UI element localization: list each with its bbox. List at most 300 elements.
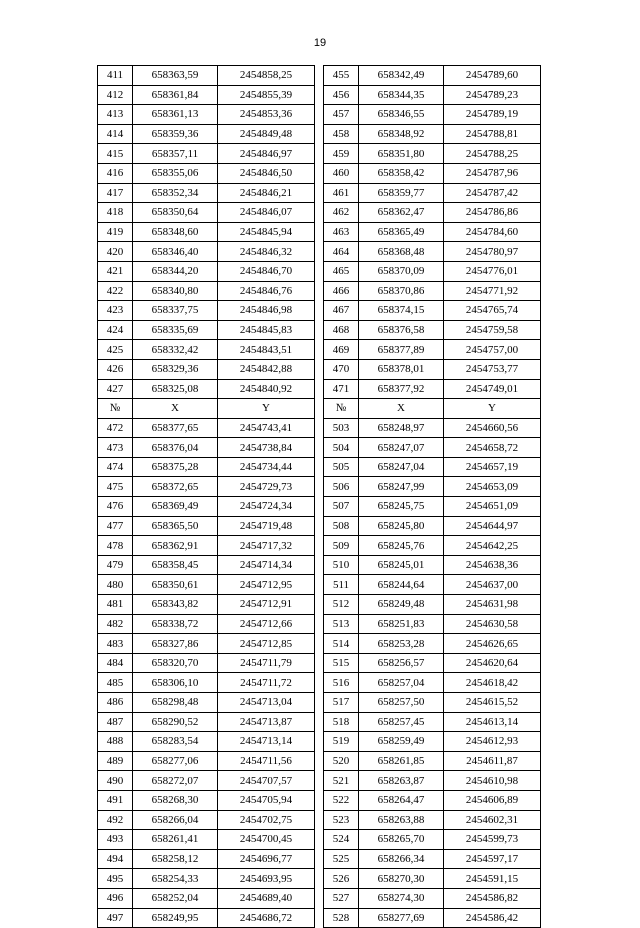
table-row <box>98 790 541 810</box>
point-number-cell: 525 <box>324 849 359 869</box>
column-gap <box>315 771 324 791</box>
table-row <box>98 673 541 693</box>
table-row <box>98 771 541 791</box>
x-coordinate-cell: 658351,80 <box>359 144 444 164</box>
table-row <box>98 536 541 556</box>
point-number-cell: 423 <box>98 301 133 321</box>
point-number-cell: 520 <box>324 751 359 771</box>
y-coordinate-cell: 2454846,32 <box>218 242 315 262</box>
y-coordinate-cell: 2454840,92 <box>218 379 315 399</box>
point-number-cell: 465 <box>324 261 359 281</box>
column-gap <box>315 751 324 771</box>
y-coordinate-cell: 2454846,50 <box>218 163 315 183</box>
y-coordinate-cell: 2454846,98 <box>218 301 315 321</box>
point-number-cell: 521 <box>324 771 359 791</box>
point-number-cell: 470 <box>324 359 359 379</box>
x-coordinate-cell: 658258,12 <box>133 849 218 869</box>
x-coordinate-cell: 658361,84 <box>133 85 218 105</box>
table-header-row <box>98 399 541 419</box>
y-coordinate-cell: 2454610,98 <box>444 771 541 791</box>
column-gap <box>315 869 324 889</box>
table-row <box>98 497 541 517</box>
y-coordinate-cell: 2454712,66 <box>218 614 315 634</box>
table-row <box>98 849 541 869</box>
point-number-cell: 493 <box>98 830 133 850</box>
y-coordinate-cell: 2454846,70 <box>218 261 315 281</box>
x-coordinate-cell: 658348,92 <box>359 124 444 144</box>
y-coordinate-cell: 2454765,74 <box>444 301 541 321</box>
column-gap <box>315 261 324 281</box>
y-coordinate-cell: 2454729,73 <box>218 477 315 497</box>
point-number-cell: 466 <box>324 281 359 301</box>
column-gap <box>315 66 324 86</box>
column-gap <box>315 595 324 615</box>
x-coordinate-cell: 658338,72 <box>133 614 218 634</box>
point-number-cell: 420 <box>98 242 133 262</box>
y-coordinate-cell: 2454693,95 <box>218 869 315 889</box>
table-row <box>98 124 541 144</box>
x-coordinate-cell: 658325,08 <box>133 379 218 399</box>
point-number-cell: 497 <box>98 908 133 928</box>
x-coordinate-cell: 658376,58 <box>359 320 444 340</box>
point-number-cell: 484 <box>98 653 133 673</box>
point-number-cell: 415 <box>98 144 133 164</box>
table-row <box>98 222 541 242</box>
y-coordinate-cell: 2454597,17 <box>444 849 541 869</box>
x-coordinate-cell: 658378,01 <box>359 359 444 379</box>
point-number-cell: 514 <box>324 634 359 654</box>
x-coordinate-cell: 658377,89 <box>359 340 444 360</box>
table-row <box>98 281 541 301</box>
point-number-cell: 422 <box>98 281 133 301</box>
point-number-cell: 425 <box>98 340 133 360</box>
y-coordinate-cell: 2454713,14 <box>218 732 315 752</box>
x-coordinate-cell: 658340,80 <box>133 281 218 301</box>
table-row <box>98 359 541 379</box>
point-number-cell: 480 <box>98 575 133 595</box>
point-number-cell: 483 <box>98 634 133 654</box>
y-coordinate-cell: 2454653,09 <box>444 477 541 497</box>
y-coordinate-cell: 2454776,01 <box>444 261 541 281</box>
x-coordinate-cell: 658365,49 <box>359 222 444 242</box>
y-coordinate-cell: 2454591,15 <box>444 869 541 889</box>
point-number-cell: 519 <box>324 732 359 752</box>
coordinates-table <box>97 65 541 928</box>
x-coordinate-cell: 658352,34 <box>133 183 218 203</box>
x-coordinate-cell: 658245,76 <box>359 536 444 556</box>
column-gap <box>315 614 324 634</box>
x-coordinate-cell: 658365,50 <box>133 516 218 536</box>
column-gap <box>315 673 324 693</box>
column-gap <box>315 555 324 575</box>
y-coordinate-cell: 2454712,91 <box>218 595 315 615</box>
number-header: № <box>98 399 133 419</box>
y-header: Y <box>444 399 541 419</box>
table-row <box>98 457 541 477</box>
point-number-cell: 469 <box>324 340 359 360</box>
x-coordinate-cell: 658261,41 <box>133 830 218 850</box>
point-number-cell: 495 <box>98 869 133 889</box>
point-number-cell: 482 <box>98 614 133 634</box>
x-header: X <box>133 399 218 419</box>
x-coordinate-cell: 658369,49 <box>133 497 218 517</box>
y-coordinate-cell: 2454637,00 <box>444 575 541 595</box>
column-gap <box>315 163 324 183</box>
point-number-cell: 457 <box>324 105 359 125</box>
y-coordinate-cell: 2454713,87 <box>218 712 315 732</box>
x-coordinate-cell: 658274,30 <box>359 888 444 908</box>
point-number-cell: 513 <box>324 614 359 634</box>
column-gap <box>315 536 324 556</box>
y-coordinate-cell: 2454712,85 <box>218 634 315 654</box>
x-coordinate-cell: 658247,04 <box>359 457 444 477</box>
x-coordinate-cell: 658350,64 <box>133 203 218 223</box>
point-number-cell: 504 <box>324 438 359 458</box>
x-coordinate-cell: 658245,01 <box>359 555 444 575</box>
x-coordinate-cell: 658346,40 <box>133 242 218 262</box>
x-coordinate-cell: 658306,10 <box>133 673 218 693</box>
x-coordinate-cell: 658265,70 <box>359 830 444 850</box>
table-row <box>98 203 541 223</box>
y-coordinate-cell: 2454651,09 <box>444 497 541 517</box>
point-number-cell: 510 <box>324 555 359 575</box>
column-gap <box>315 222 324 242</box>
point-number-cell: 426 <box>98 359 133 379</box>
point-number-cell: 491 <box>98 790 133 810</box>
table-row <box>98 261 541 281</box>
y-coordinate-cell: 2454724,34 <box>218 497 315 517</box>
x-coordinate-cell: 658252,04 <box>133 888 218 908</box>
table-row <box>98 555 541 575</box>
point-number-cell: 468 <box>324 320 359 340</box>
x-coordinate-cell: 658359,77 <box>359 183 444 203</box>
y-coordinate-cell: 2454618,42 <box>444 673 541 693</box>
column-gap <box>315 320 324 340</box>
y-coordinate-cell: 2454713,04 <box>218 693 315 713</box>
point-number-cell: 476 <box>98 497 133 517</box>
y-coordinate-cell: 2454686,72 <box>218 908 315 928</box>
x-coordinate-cell: 658355,06 <box>133 163 218 183</box>
x-coordinate-cell: 658249,48 <box>359 595 444 615</box>
point-number-cell: 487 <box>98 712 133 732</box>
point-number-cell: 417 <box>98 183 133 203</box>
x-coordinate-cell: 658264,47 <box>359 790 444 810</box>
y-coordinate-cell: 2454712,95 <box>218 575 315 595</box>
table-row <box>98 183 541 203</box>
x-coordinate-cell: 658358,42 <box>359 163 444 183</box>
point-number-cell: 477 <box>98 516 133 536</box>
table-row <box>98 712 541 732</box>
column-gap <box>315 497 324 517</box>
table-row <box>98 438 541 458</box>
point-number-cell: 462 <box>324 203 359 223</box>
y-coordinate-cell: 2454707,57 <box>218 771 315 791</box>
x-coordinate-cell: 658362,47 <box>359 203 444 223</box>
point-number-cell: 459 <box>324 144 359 164</box>
x-coordinate-cell: 658272,07 <box>133 771 218 791</box>
x-coordinate-cell: 658375,28 <box>133 457 218 477</box>
x-coordinate-cell: 658263,87 <box>359 771 444 791</box>
column-gap <box>315 203 324 223</box>
x-coordinate-cell: 658374,15 <box>359 301 444 321</box>
y-coordinate-cell: 2454788,25 <box>444 144 541 164</box>
x-coordinate-cell: 658344,20 <box>133 261 218 281</box>
x-coordinate-cell: 658377,65 <box>133 418 218 438</box>
table-row <box>98 908 541 928</box>
page-number: 19 <box>313 37 327 49</box>
point-number-cell: 414 <box>98 124 133 144</box>
x-coordinate-cell: 658329,36 <box>133 359 218 379</box>
point-number-cell: 419 <box>98 222 133 242</box>
point-number-cell: 515 <box>324 653 359 673</box>
point-number-cell: 507 <box>324 497 359 517</box>
point-number-cell: 508 <box>324 516 359 536</box>
y-coordinate-cell: 2454714,34 <box>218 555 315 575</box>
y-coordinate-cell: 2454613,14 <box>444 712 541 732</box>
x-coordinate-cell: 658251,83 <box>359 614 444 634</box>
y-coordinate-cell: 2454657,19 <box>444 457 541 477</box>
y-coordinate-cell: 2454711,79 <box>218 653 315 673</box>
y-coordinate-cell: 2454702,75 <box>218 810 315 830</box>
column-gap <box>315 124 324 144</box>
column-gap <box>315 810 324 830</box>
x-coordinate-cell: 658266,04 <box>133 810 218 830</box>
x-coordinate-cell: 658266,34 <box>359 849 444 869</box>
x-coordinate-cell: 658332,42 <box>133 340 218 360</box>
point-number-cell: 463 <box>324 222 359 242</box>
table-row <box>98 242 541 262</box>
y-coordinate-cell: 2454853,36 <box>218 105 315 125</box>
table-row <box>98 732 541 752</box>
table-row <box>98 810 541 830</box>
y-coordinate-cell: 2454606,89 <box>444 790 541 810</box>
point-number-cell: 424 <box>98 320 133 340</box>
point-number-cell: 503 <box>324 418 359 438</box>
x-coordinate-cell: 658363,59 <box>133 66 218 86</box>
table-row <box>98 653 541 673</box>
table-row <box>98 830 541 850</box>
y-coordinate-cell: 2454789,60 <box>444 66 541 86</box>
table-row <box>98 144 541 164</box>
x-coordinate-cell: 658377,92 <box>359 379 444 399</box>
column-gap <box>315 242 324 262</box>
y-coordinate-cell: 2454599,73 <box>444 830 541 850</box>
x-coordinate-cell: 658320,70 <box>133 653 218 673</box>
x-coordinate-cell: 658244,64 <box>359 575 444 595</box>
y-coordinate-cell: 2454743,41 <box>218 418 315 438</box>
point-number-cell: 518 <box>324 712 359 732</box>
point-number-cell: 505 <box>324 457 359 477</box>
y-coordinate-cell: 2454734,44 <box>218 457 315 477</box>
point-number-cell: 473 <box>98 438 133 458</box>
y-coordinate-cell: 2454644,97 <box>444 516 541 536</box>
x-coordinate-cell: 658370,86 <box>359 281 444 301</box>
y-coordinate-cell: 2454784,60 <box>444 222 541 242</box>
column-gap <box>315 732 324 752</box>
table-row <box>98 66 541 86</box>
y-coordinate-cell: 2454630,58 <box>444 614 541 634</box>
x-coordinate-cell: 658257,45 <box>359 712 444 732</box>
x-coordinate-cell: 658283,54 <box>133 732 218 752</box>
point-number-cell: 464 <box>324 242 359 262</box>
point-number-cell: 472 <box>98 418 133 438</box>
y-coordinate-cell: 2454586,82 <box>444 888 541 908</box>
y-coordinate-cell: 2454711,72 <box>218 673 315 693</box>
point-number-cell: 475 <box>98 477 133 497</box>
point-number-cell: 494 <box>98 849 133 869</box>
x-coordinate-cell: 658257,04 <box>359 673 444 693</box>
y-coordinate-cell: 2454612,93 <box>444 732 541 752</box>
y-coordinate-cell: 2454845,83 <box>218 320 315 340</box>
x-coordinate-cell: 658372,65 <box>133 477 218 497</box>
y-coordinate-cell: 2454738,84 <box>218 438 315 458</box>
column-gap <box>315 693 324 713</box>
y-coordinate-cell: 2454789,23 <box>444 85 541 105</box>
y-coordinate-cell: 2454846,21 <box>218 183 315 203</box>
x-coordinate-cell: 658343,82 <box>133 595 218 615</box>
column-gap <box>315 359 324 379</box>
y-coordinate-cell: 2454780,97 <box>444 242 541 262</box>
column-gap <box>315 301 324 321</box>
column-gap <box>315 85 324 105</box>
x-coordinate-cell: 658361,13 <box>133 105 218 125</box>
x-coordinate-cell: 658290,52 <box>133 712 218 732</box>
x-coordinate-cell: 658376,04 <box>133 438 218 458</box>
point-number-cell: 512 <box>324 595 359 615</box>
y-coordinate-cell: 2454638,36 <box>444 555 541 575</box>
y-coordinate-cell: 2454789,19 <box>444 105 541 125</box>
y-coordinate-cell: 2454717,32 <box>218 536 315 556</box>
y-coordinate-cell: 2454842,88 <box>218 359 315 379</box>
column-gap <box>315 634 324 654</box>
y-coordinate-cell: 2454771,92 <box>444 281 541 301</box>
point-number-cell: 458 <box>324 124 359 144</box>
y-coordinate-cell: 2454753,77 <box>444 359 541 379</box>
point-number-cell: 528 <box>324 908 359 928</box>
table-row <box>98 751 541 771</box>
x-coordinate-cell: 658368,48 <box>359 242 444 262</box>
x-coordinate-cell: 658247,99 <box>359 477 444 497</box>
x-coordinate-cell: 658256,57 <box>359 653 444 673</box>
x-coordinate-cell: 658359,36 <box>133 124 218 144</box>
x-coordinate-cell: 658344,35 <box>359 85 444 105</box>
x-coordinate-cell: 658248,97 <box>359 418 444 438</box>
x-coordinate-cell: 658245,80 <box>359 516 444 536</box>
point-number-cell: 427 <box>98 379 133 399</box>
column-gap <box>315 653 324 673</box>
point-number-cell: 522 <box>324 790 359 810</box>
y-coordinate-cell: 2454615,52 <box>444 693 541 713</box>
point-number-cell: 471 <box>324 379 359 399</box>
table-row <box>98 340 541 360</box>
x-coordinate-cell: 658277,06 <box>133 751 218 771</box>
table-row <box>98 595 541 615</box>
y-coordinate-cell: 2454759,58 <box>444 320 541 340</box>
table-row <box>98 888 541 908</box>
table-row <box>98 379 541 399</box>
y-coordinate-cell: 2454787,96 <box>444 163 541 183</box>
table-row <box>98 163 541 183</box>
point-number-cell: 456 <box>324 85 359 105</box>
y-coordinate-cell: 2454658,72 <box>444 438 541 458</box>
column-gap <box>315 379 324 399</box>
point-number-cell: 478 <box>98 536 133 556</box>
y-coordinate-cell: 2454787,42 <box>444 183 541 203</box>
y-coordinate-cell: 2454846,97 <box>218 144 315 164</box>
y-coordinate-cell: 2454858,25 <box>218 66 315 86</box>
point-number-cell: 411 <box>98 66 133 86</box>
column-gap <box>315 183 324 203</box>
x-coordinate-cell: 658327,86 <box>133 634 218 654</box>
x-coordinate-cell: 658254,33 <box>133 869 218 889</box>
column-gap <box>315 712 324 732</box>
column-gap <box>315 144 324 164</box>
y-coordinate-cell: 2454757,00 <box>444 340 541 360</box>
table-row <box>98 85 541 105</box>
x-coordinate-cell: 658370,09 <box>359 261 444 281</box>
x-coordinate-cell: 658277,69 <box>359 908 444 928</box>
column-gap <box>315 888 324 908</box>
column-gap <box>315 830 324 850</box>
point-number-cell: 485 <box>98 673 133 693</box>
point-number-cell: 488 <box>98 732 133 752</box>
y-coordinate-cell: 2454602,31 <box>444 810 541 830</box>
y-coordinate-cell: 2454719,48 <box>218 516 315 536</box>
point-number-cell: 474 <box>98 457 133 477</box>
column-gap <box>315 418 324 438</box>
y-coordinate-cell: 2454642,25 <box>444 536 541 556</box>
x-coordinate-cell: 658249,95 <box>133 908 218 928</box>
x-coordinate-cell: 658263,88 <box>359 810 444 830</box>
point-number-cell: 467 <box>324 301 359 321</box>
point-number-cell: 413 <box>98 105 133 125</box>
y-coordinate-cell: 2454843,51 <box>218 340 315 360</box>
column-gap <box>315 849 324 869</box>
table-row <box>98 614 541 634</box>
point-number-cell: 416 <box>98 163 133 183</box>
y-coordinate-cell: 2454849,48 <box>218 124 315 144</box>
column-gap <box>315 457 324 477</box>
table-row <box>98 575 541 595</box>
point-number-cell: 511 <box>324 575 359 595</box>
table-row <box>98 105 541 125</box>
y-coordinate-cell: 2454788,81 <box>444 124 541 144</box>
table-row <box>98 869 541 889</box>
y-coordinate-cell: 2454786,86 <box>444 203 541 223</box>
y-coordinate-cell: 2454611,87 <box>444 751 541 771</box>
x-coordinate-cell: 658261,85 <box>359 751 444 771</box>
table-row <box>98 516 541 536</box>
table-row <box>98 301 541 321</box>
x-coordinate-cell: 658342,49 <box>359 66 444 86</box>
point-number-cell: 516 <box>324 673 359 693</box>
x-coordinate-cell: 658335,69 <box>133 320 218 340</box>
point-number-cell: 523 <box>324 810 359 830</box>
column-gap <box>315 340 324 360</box>
point-number-cell: 460 <box>324 163 359 183</box>
x-coordinate-cell: 658337,75 <box>133 301 218 321</box>
column-gap <box>315 790 324 810</box>
x-coordinate-cell: 658358,45 <box>133 555 218 575</box>
column-gap <box>315 908 324 928</box>
y-coordinate-cell: 2454749,01 <box>444 379 541 399</box>
point-number-cell: 486 <box>98 693 133 713</box>
y-header: Y <box>218 399 315 419</box>
point-number-cell: 509 <box>324 536 359 556</box>
point-number-cell: 526 <box>324 869 359 889</box>
column-gap <box>315 281 324 301</box>
point-number-cell: 479 <box>98 555 133 575</box>
